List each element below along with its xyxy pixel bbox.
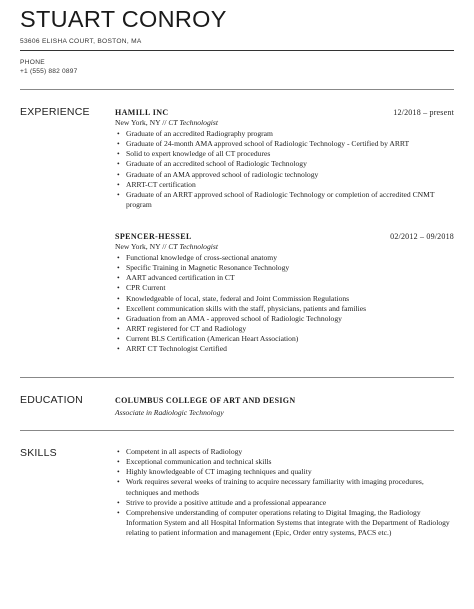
list-item: • Specific Training in Magnetic Resonance Technology <box>115 263 455 273</box>
job-title: CT Technologist <box>168 118 218 127</box>
job-subline <box>115 118 218 128</box>
list-item: • Graduate of an accredited school of Radiologic Technology <box>115 159 455 169</box>
list-item: • Current BLS Certification (American Heart Association) <box>115 334 455 344</box>
list-item: • Solid to expert knowledge of all CT procedures <box>115 149 455 159</box>
address: 53606 ELISHA COURT, BOSTON, MA <box>20 38 142 45</box>
list-item: • ARRT registered for CT and Radiology <box>115 324 455 334</box>
job-dates: 12/2018 – present <box>393 108 454 117</box>
school-name: COLUMBUS COLLEGE OF ART AND DESIGN <box>115 396 296 405</box>
list-item: • Graduate of an ARRT approved school of Radiologic Technology or completion of accredited CNMT program <box>115 190 455 210</box>
job-duties-list <box>115 253 455 355</box>
job-employer: SPENCER-HESSEL <box>115 232 192 241</box>
list-item: • Graduate of an accredited Radiography program <box>115 129 455 139</box>
list-item: • Knowledgeable of local, state, federal and Joint Commission Regulations <box>115 294 455 304</box>
phone-number: +1 (555) 882 0897 <box>20 68 78 75</box>
list-item: • Graduate of 24-month AMA approved school of Radiologic Technology - Certified by ARRT <box>115 139 455 149</box>
candidate-name: STUART CONROY <box>20 6 227 32</box>
list-item: • Graduate of an AMA approved school of radiologic technology <box>115 170 455 180</box>
job-employer: HAMILL INC <box>115 108 169 117</box>
experience-divider <box>20 377 454 378</box>
job-separator: // <box>162 242 167 251</box>
contact-divider <box>20 89 454 90</box>
degree: Associate in Radiologic Technology <box>115 408 224 417</box>
list-item: • Functional knowledge of cross-sectional anatomy <box>115 253 455 263</box>
list-item: • Competent in all aspects of Radiology <box>115 447 455 457</box>
job-subline <box>115 242 218 252</box>
list-item: • Strive to provide a positive attitude and a professional appearance <box>115 498 455 508</box>
list-item: • Work requires several weeks of training to acquire necessary familiarity with imaging procedures, techniques and methods <box>115 477 455 497</box>
list-item: • CPR Current <box>115 283 455 293</box>
job-dates: 02/2012 – 09/2018 <box>390 232 454 241</box>
list-item: • Highly knowledgeable of CT imaging techniques and quality <box>115 467 455 477</box>
list-item: • Exceptional communication and technical skills <box>115 457 455 467</box>
list-item: • Comprehensive understanding of computer operations relating to Digital Imaging, the Radiology Information System and all Hospital Information Systems that integrate with the Department of Radiology relating to patient information and management (Epic, Order entry systems, PACS etc.) <box>115 508 455 538</box>
header-divider <box>20 50 454 51</box>
list-item: • ARRT CT Technologist Certified <box>115 344 455 354</box>
phone-label: PHONE <box>20 59 45 66</box>
skills-heading: SKILLS <box>20 447 57 459</box>
list-item: • Graduation from an AMA - approved school of Radiologic Technology <box>115 314 455 324</box>
list-item: • ARRT-CT certification <box>115 180 455 190</box>
job-separator: // <box>162 118 167 127</box>
list-item: • Excellent communication skills with the staff, physicians, patients and families <box>115 304 455 314</box>
job-location: New York, NY <box>115 242 161 251</box>
education-heading: EDUCATION <box>20 394 83 406</box>
list-item: • AART advanced certification in CT <box>115 273 455 283</box>
job-location: New York, NY <box>115 118 161 127</box>
job-duties-list <box>115 129 455 210</box>
skills-list <box>115 447 455 538</box>
job-title: CT Technologist <box>168 242 218 251</box>
education-divider <box>20 430 454 431</box>
experience-heading: EXPERIENCE <box>20 106 90 118</box>
